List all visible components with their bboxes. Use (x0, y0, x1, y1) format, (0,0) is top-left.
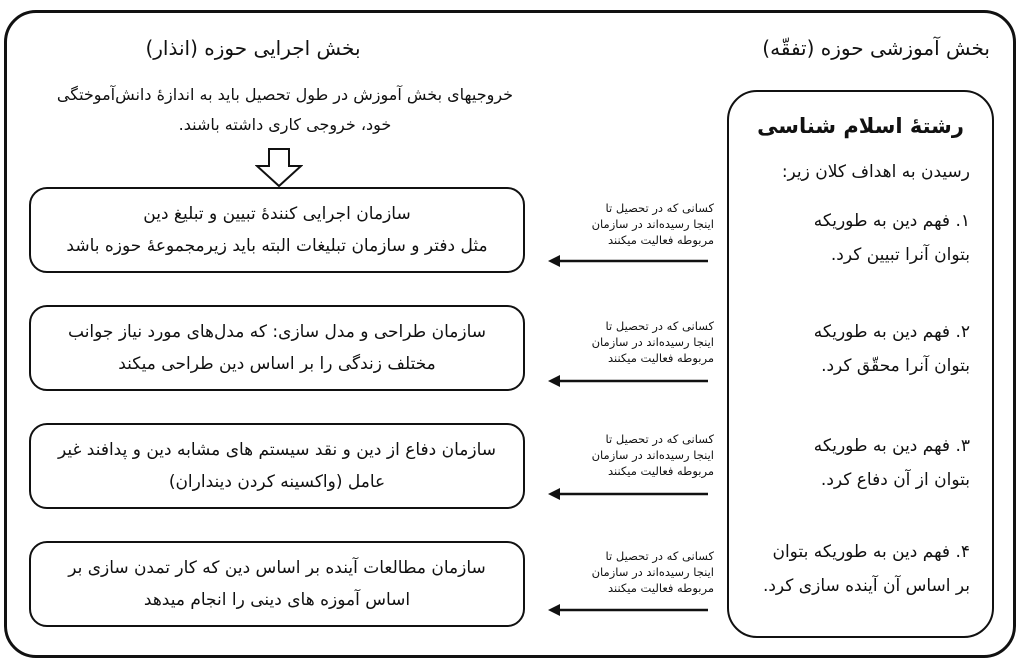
note-line: مربوطه فعالیت میکنند (607, 581, 714, 595)
org-line: سازمان مطالعات آینده بر اساس دین که کار تمدن سازی بر (68, 558, 486, 578)
goal-line: ۲. فهم دین به طوریکه (813, 322, 970, 342)
note-line: اینجا رسیده‌اند در سازمان (591, 217, 714, 231)
org-box-design (29, 305, 525, 391)
org-line: اساس آموزه های دینی را انجام میدهد (143, 590, 411, 610)
goal-line: بتوان از آن دفاع کرد. (820, 470, 970, 490)
note-line: مربوطه فعالیت میکنند (607, 351, 714, 365)
org-line: سازمان دفاع از دین و نقد سیستم های مشابه دین و پدافند غیر (57, 440, 497, 460)
goals-subtitle: رسیدن به اهداف کلان زیر: (781, 162, 970, 182)
org-line: مثل دفتر و سازمان تبلیغات البته باید زیرمجموعهٔ حوزه باشد (66, 236, 488, 256)
org-line: عامل (واکسینه کردن دینداران) (168, 472, 386, 492)
note-line: اینجا رسیده‌اند در سازمان (591, 448, 714, 462)
major-title: رشتهٔ اسلام شناسی (757, 114, 964, 138)
note-line: کسانی که در تحصیل تا (605, 549, 714, 563)
note-line: کسانی که در تحصیل تا (605, 319, 714, 333)
education-section-heading: بخش آموزشی حوزه (تفقّه) (762, 36, 990, 60)
left-arrow-icon (548, 255, 708, 267)
note-line: اینجا رسیده‌اند در سازمان (591, 565, 714, 579)
org-box-future-studies (29, 541, 525, 627)
note-line: کسانی که در تحصیل تا (605, 201, 714, 215)
intro-line-2: خود، خروجی کاری داشته باشند. (178, 115, 392, 134)
connector-note (548, 431, 714, 479)
org-box-defense (29, 423, 525, 509)
note-line: مربوطه فعالیت میکنند (607, 233, 714, 247)
goal-item-4 (763, 535, 970, 603)
goal-line: بتوان آنرا تبیین کرد. (830, 245, 970, 265)
goal-item-3 (814, 429, 970, 497)
org-box-preaching (29, 187, 525, 273)
intro-line-1: خروجیهای بخش آموزش در طول تحصیل باید به اندازهٔ دانش‌آموختگی (56, 85, 514, 104)
org-line: مختلف زندگی را بر اساس دین طراحی میکند (118, 354, 436, 374)
connector-note (548, 548, 714, 596)
down-arrow-icon (255, 148, 303, 188)
goal-item-1 (814, 204, 970, 272)
goal-line: ۴. فهم دین به طوریکه بتوان (772, 542, 970, 562)
goals-box (727, 90, 994, 638)
left-arrow-icon (548, 375, 708, 387)
note-line: اینجا رسیده‌اند در سازمان (591, 335, 714, 349)
note-line: کسانی که در تحصیل تا (605, 432, 714, 446)
executive-section-heading: بخش اجرایی حوزه (انذار) (145, 36, 361, 60)
goal-line: بر اساس آن آینده سازی کرد. (762, 576, 970, 596)
left-arrow-icon (548, 604, 708, 616)
left-arrow-icon (548, 488, 708, 500)
executive-intro (30, 80, 540, 140)
org-line: سازمان اجرایی کنندهٔ تبیین و تبلیغ دین (143, 204, 411, 224)
connector-note (548, 318, 714, 366)
org-line: سازمان طراحی و مدل سازی: که مدل‌های مورد نیاز جوانب (68, 322, 487, 342)
note-line: مربوطه فعالیت میکنند (607, 464, 714, 478)
goal-line: بتوان آنرا محقّق کرد. (821, 356, 970, 376)
goal-line: ۳. فهم دین به طوریکه (813, 436, 970, 456)
goal-line: ۱. فهم دین به طوریکه (813, 211, 970, 231)
goal-item-2 (814, 315, 970, 383)
connector-note (548, 200, 714, 248)
